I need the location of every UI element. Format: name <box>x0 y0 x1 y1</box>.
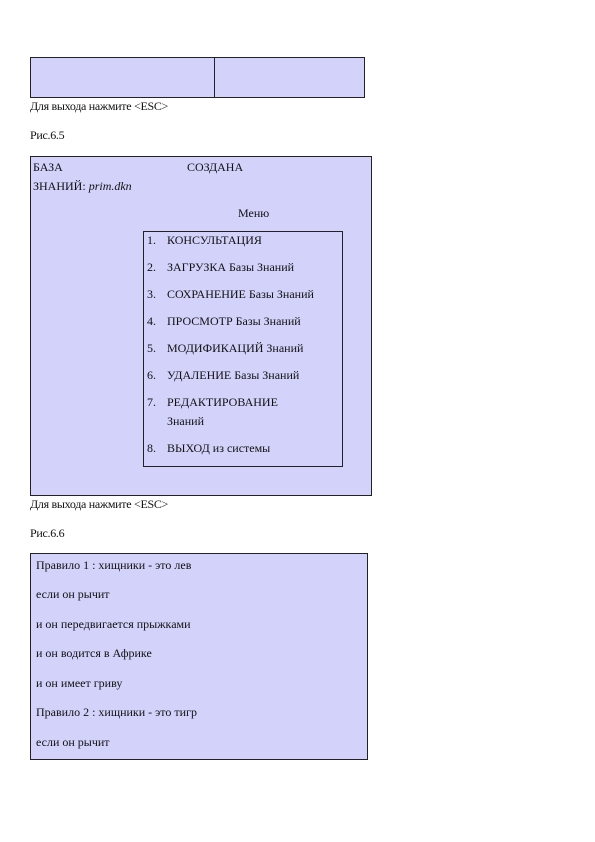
rule-line: и он водится в Африке <box>36 646 152 660</box>
rule-line: если он рычит <box>36 587 110 601</box>
figure-caption: Рис.6.5 <box>30 128 65 142</box>
exit-hint: Для выхода нажмите <ESC> <box>30 497 169 511</box>
rule-line: если он рычит <box>36 735 110 749</box>
rule-line: и он имеет гриву <box>36 676 123 690</box>
figure-caption: Рис.6.6 <box>30 526 65 540</box>
table-cell-divider <box>214 58 215 97</box>
rule-line: Правило 2 : хищники - это тигр <box>36 705 197 719</box>
rules-view-window <box>30 553 368 760</box>
kb-status: СОЗДАНА <box>187 160 244 174</box>
main-screen-window <box>30 156 372 496</box>
main-menu: 1. КОНСУЛЬТАЦИЯ 2. ЗАГРУЗКА Базы Знаний 3. СОХРАНЕНИЕ Базы Знаний 4. ПРОСМОТР Базы Знаний 5. МОДИФИКАЦИЙ Знаний 6. УДАЛЕНИЕ Базы Знаний 7. РЕДАКТИРОВАНИЕ Знаний 8. ВЫХОД из системы <box>143 231 343 467</box>
rule-line: и он передвигается прыжками <box>36 617 191 631</box>
kb-label-2: ЗНАНИЙ: prim.dkn <box>33 179 132 193</box>
rule-line: Правило 1 : хищники - это лев <box>36 558 192 572</box>
input-table <box>30 57 365 98</box>
menu-title: Меню <box>238 206 270 220</box>
kb-filename: prim.dkn <box>88 179 132 193</box>
kb-label-1: БАЗА <box>33 160 63 174</box>
exit-hint: Для выхода нажмите <ESC> <box>30 99 169 113</box>
